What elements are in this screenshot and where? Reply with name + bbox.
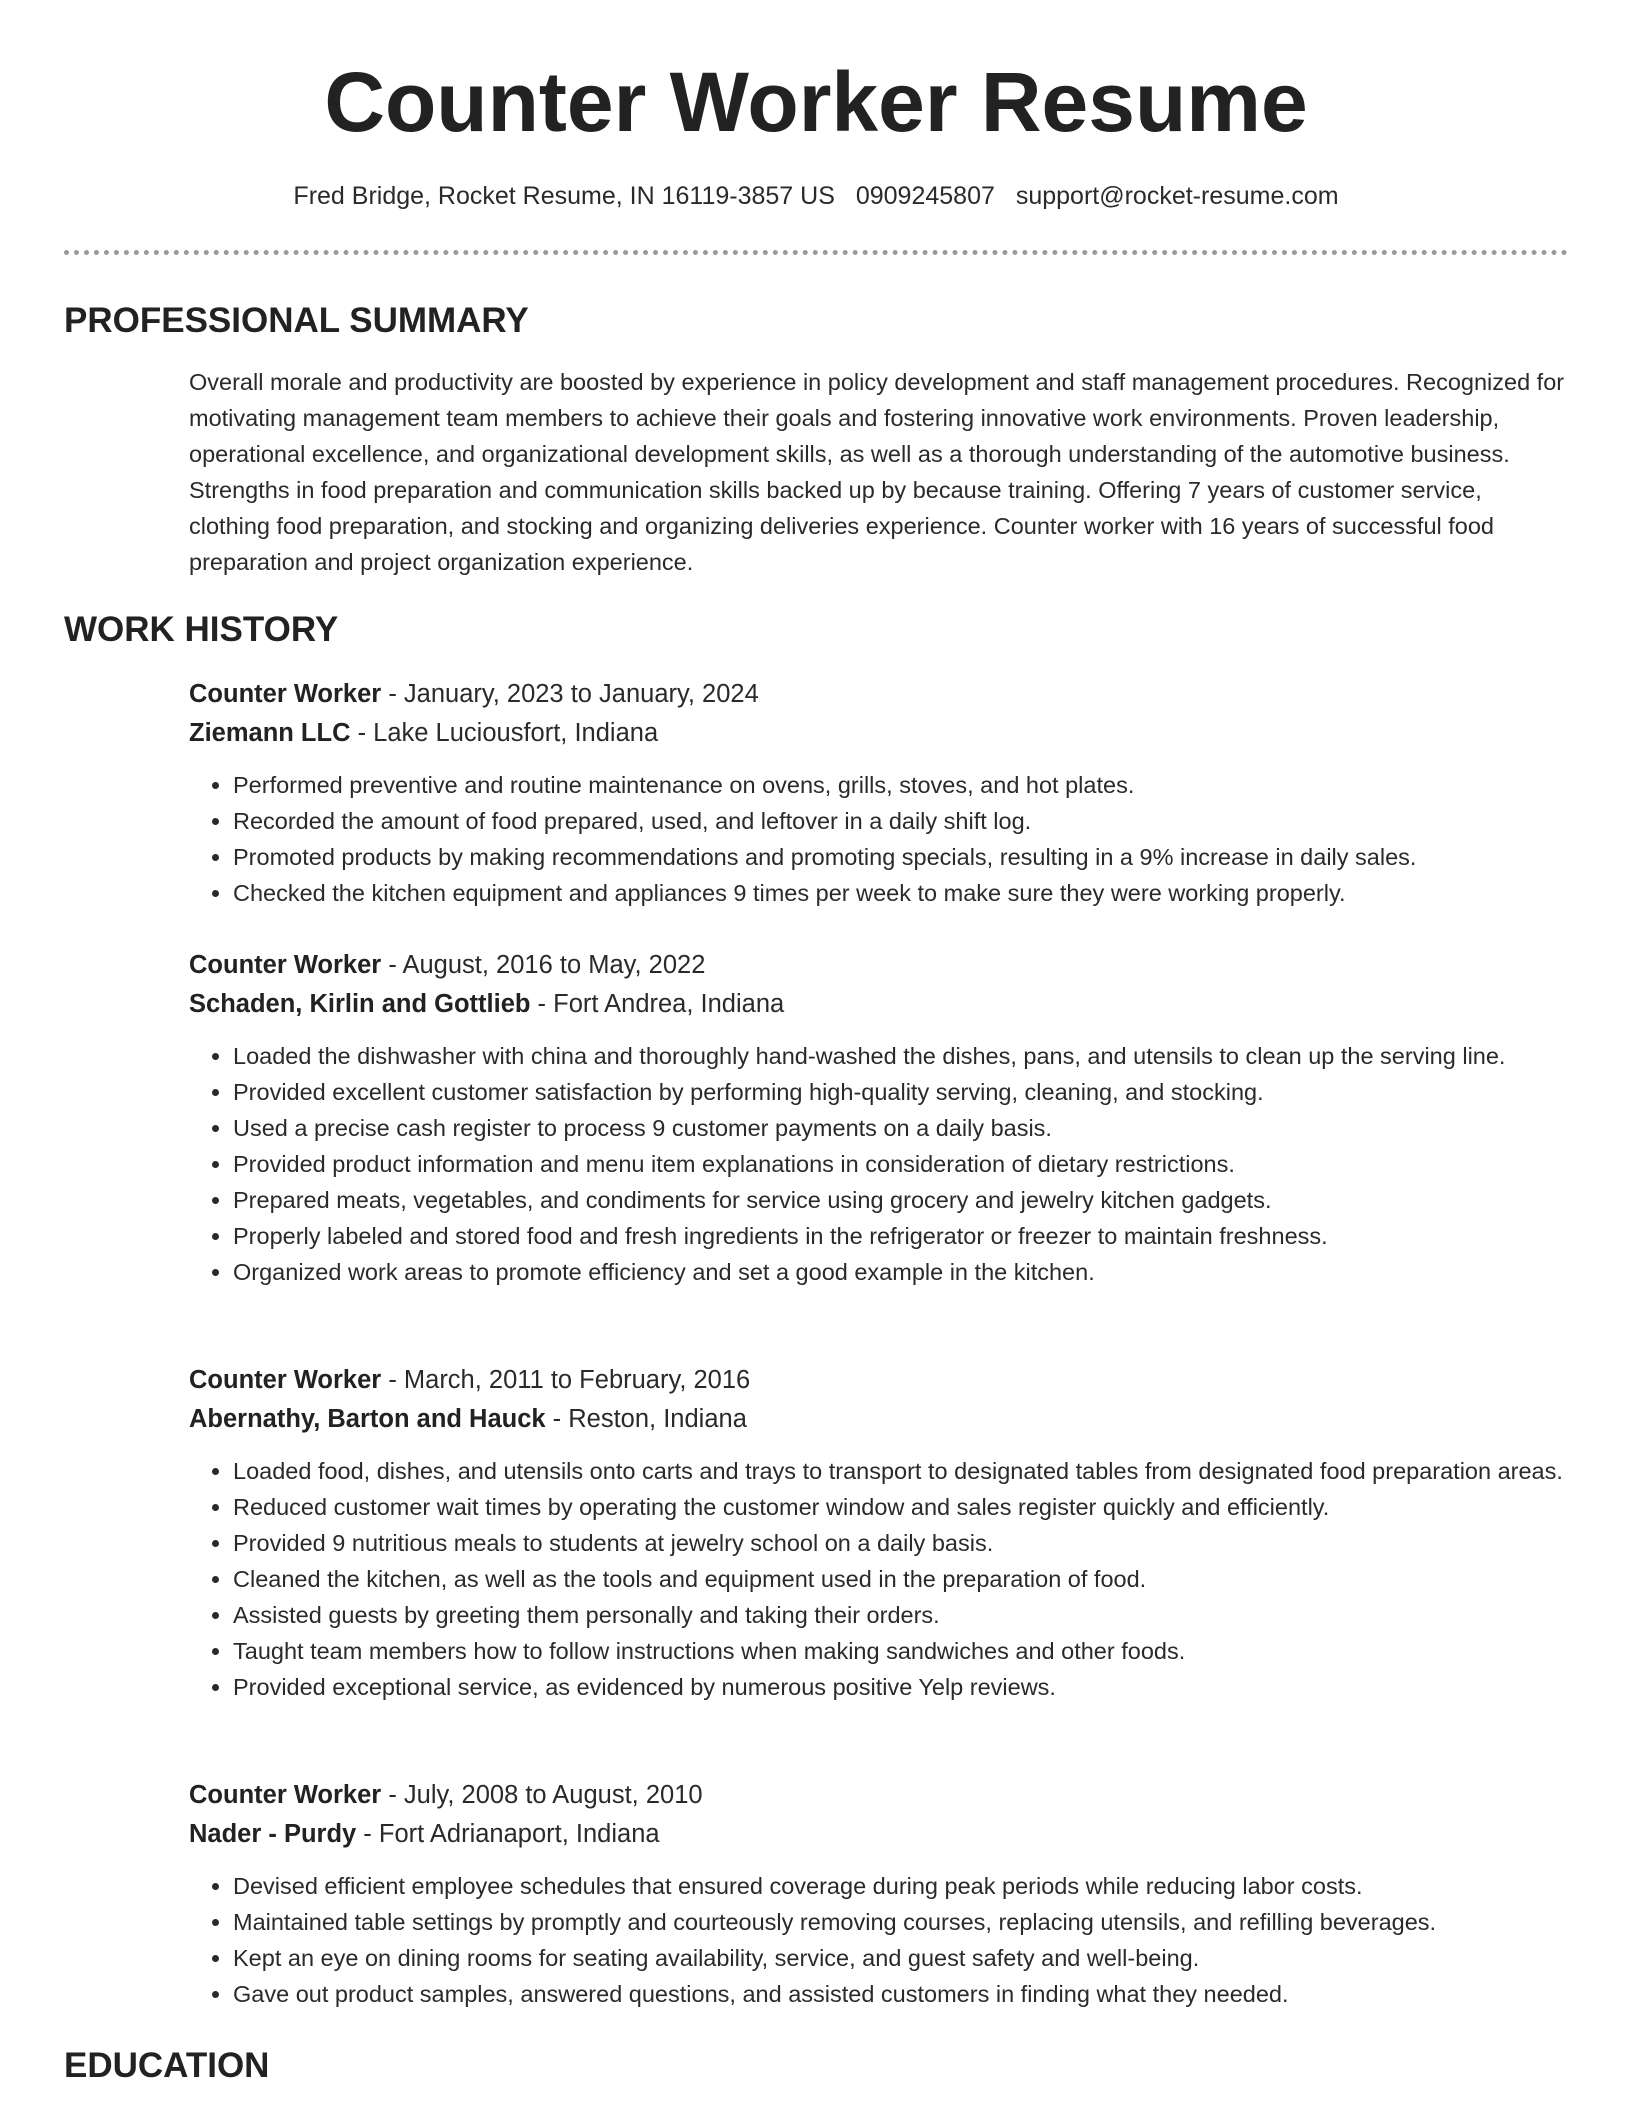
job-bullet: • Organized work areas to promote efficiency and set a good example in the kitchen. [233,1254,1569,1290]
job-bullet: • Promoted products by making recommendations and promoting specials, resulting in a 9% increase in daily sales. [233,839,1569,875]
job-dates: - August, 2016 to May, 2022 [381,951,706,979]
job-bullet: • Kept an eye on dining rooms for seating availability, service, and guest safety and well-being. [233,1940,1569,1976]
job-company-line [189,985,1569,1024]
job-bullet: • Loaded food, dishes, and utensils onto carts and trays to transport to designated tables from designated food preparation areas. [233,1453,1569,1489]
contact-email: support@rocket-resume.com [1015,182,1339,210]
job-bullet: • Provided 9 nutritious meals to students at jewelry school on a daily basis. [233,1525,1569,1561]
job-entry [189,675,1569,911]
job-bullet: • Provided exceptional service, as evidenced by numerous positive Yelp reviews. [233,1669,1569,1705]
job-bullet: • Taught team members how to follow instructions when making sandwiches and other foods. [233,1633,1569,1669]
job-dates: - March, 2011 to February, 2016 [381,1366,751,1394]
header-divider [64,250,1568,255]
job-title-line [189,1361,1569,1400]
job-company-line [189,1400,1569,1439]
job-dates: - July, 2008 to August, 2010 [381,1781,703,1809]
job-bullet: • Assisted guests by greeting them personally and taking their orders. [233,1597,1569,1633]
job-title: Counter Worker [189,680,382,708]
section-heading-work-history: WORK HISTORY [64,610,339,649]
contact-phone: 0909245807 [855,182,995,210]
job-bullet: • Devised efficient employee schedules that ensured coverage during peak periods while reducing labor costs. [233,1868,1569,1904]
job-location: - Lake Luciousfort, Indiana [350,719,659,747]
job-bullet: • Loaded the dishwasher with china and thoroughly hand-washed the dishes, pans, and utensils to clean up the serving line. [233,1038,1569,1074]
job-bullet: • Reduced customer wait times by operating the customer window and sales register quickly and efficiently. [233,1489,1569,1525]
job-company-line [189,1815,1569,1854]
job-bullet: • Gave out product samples, answered questions, and assisted customers in finding what they needed. [233,1976,1569,2012]
job-bullets [189,1868,1569,2012]
job-bullets [189,1038,1569,1290]
job-bullet: • Cleaned the kitchen, as well as the tools and equipment used in the preparation of food. [233,1561,1569,1597]
job-company-line [189,714,1569,753]
section-heading-education: EDUCATION [64,2046,270,2085]
job-bullets [189,1453,1569,1705]
job-bullet: • Properly labeled and stored food and fresh ingredients in the refrigerator or freezer to maintain freshness. [233,1218,1569,1254]
job-company: Ziemann LLC [189,719,351,747]
contact-line [0,178,1632,214]
job-bullet: • Used a precise cash register to process 9 customer payments on a daily basis. [233,1110,1569,1146]
job-bullet: • Checked the kitchen equipment and appliances 9 times per week to make sure they were working properly. [233,875,1569,911]
job-company: Nader - Purdy [189,1820,357,1848]
job-company: Schaden, Kirlin and Gottlieb [189,990,531,1018]
job-bullet: • Maintained table settings by promptly and courteously removing courses, replacing utensils, and refilling beverages. [233,1904,1569,1940]
job-location: - Reston, Indiana [545,1405,747,1433]
contact-address: Fred Bridge, Rocket Resume, IN 16119-3857 US [293,182,835,210]
job-location: - Fort Andrea, Indiana [530,990,785,1018]
job-bullet: • Provided excellent customer satisfaction by performing high-quality serving, cleaning, and stocking. [233,1074,1569,1110]
job-bullet: • Provided product information and menu item explanations in consideration of dietary restrictions. [233,1146,1569,1182]
job-bullet: • Prepared meats, vegetables, and condiments for service using grocery and jewelry kitchen gadgets. [233,1182,1569,1218]
job-bullet: • Recorded the amount of food prepared, used, and leftover in a daily shift log. [233,803,1569,839]
summary-text: Overall morale and productivity are boosted by experience in policy development and staff management procedures. Recognized for motivating management team members to achieve their goals and fostering innovative work environments. Proven leadership, operational excellence, and organizational development skills, as well as a thorough understanding of the automotive business. Strengths in food preparation and communication skills backed up by because training. Offering 7 years of customer service, clothing food preparation, and stocking and organizing deliveries experience. Counter worker with 16 years of successful food preparation and project organization experience. [189,369,1565,575]
job-bullet: • Performed preventive and routine maintenance on ovens, grills, stoves, and hot plates. [233,767,1569,803]
job-title-line [189,1776,1569,1815]
job-title: Counter Worker [189,951,382,979]
job-title: Counter Worker [189,1366,382,1394]
page-title: Counter Worker Resume [324,55,1308,149]
job-title-line [189,675,1569,714]
job-bullets [189,767,1569,911]
job-entry [189,1361,1569,1705]
job-dates: - January, 2023 to January, 2024 [381,680,759,708]
job-entry [189,1776,1569,2012]
job-company: Abernathy, Barton and Hauck [189,1405,546,1433]
job-entry [189,946,1569,1290]
job-title-line [189,946,1569,985]
job-location: - Fort Adrianaport, Indiana [356,1820,660,1848]
job-title: Counter Worker [189,1781,382,1809]
section-heading-summary: PROFESSIONAL SUMMARY [64,301,529,340]
